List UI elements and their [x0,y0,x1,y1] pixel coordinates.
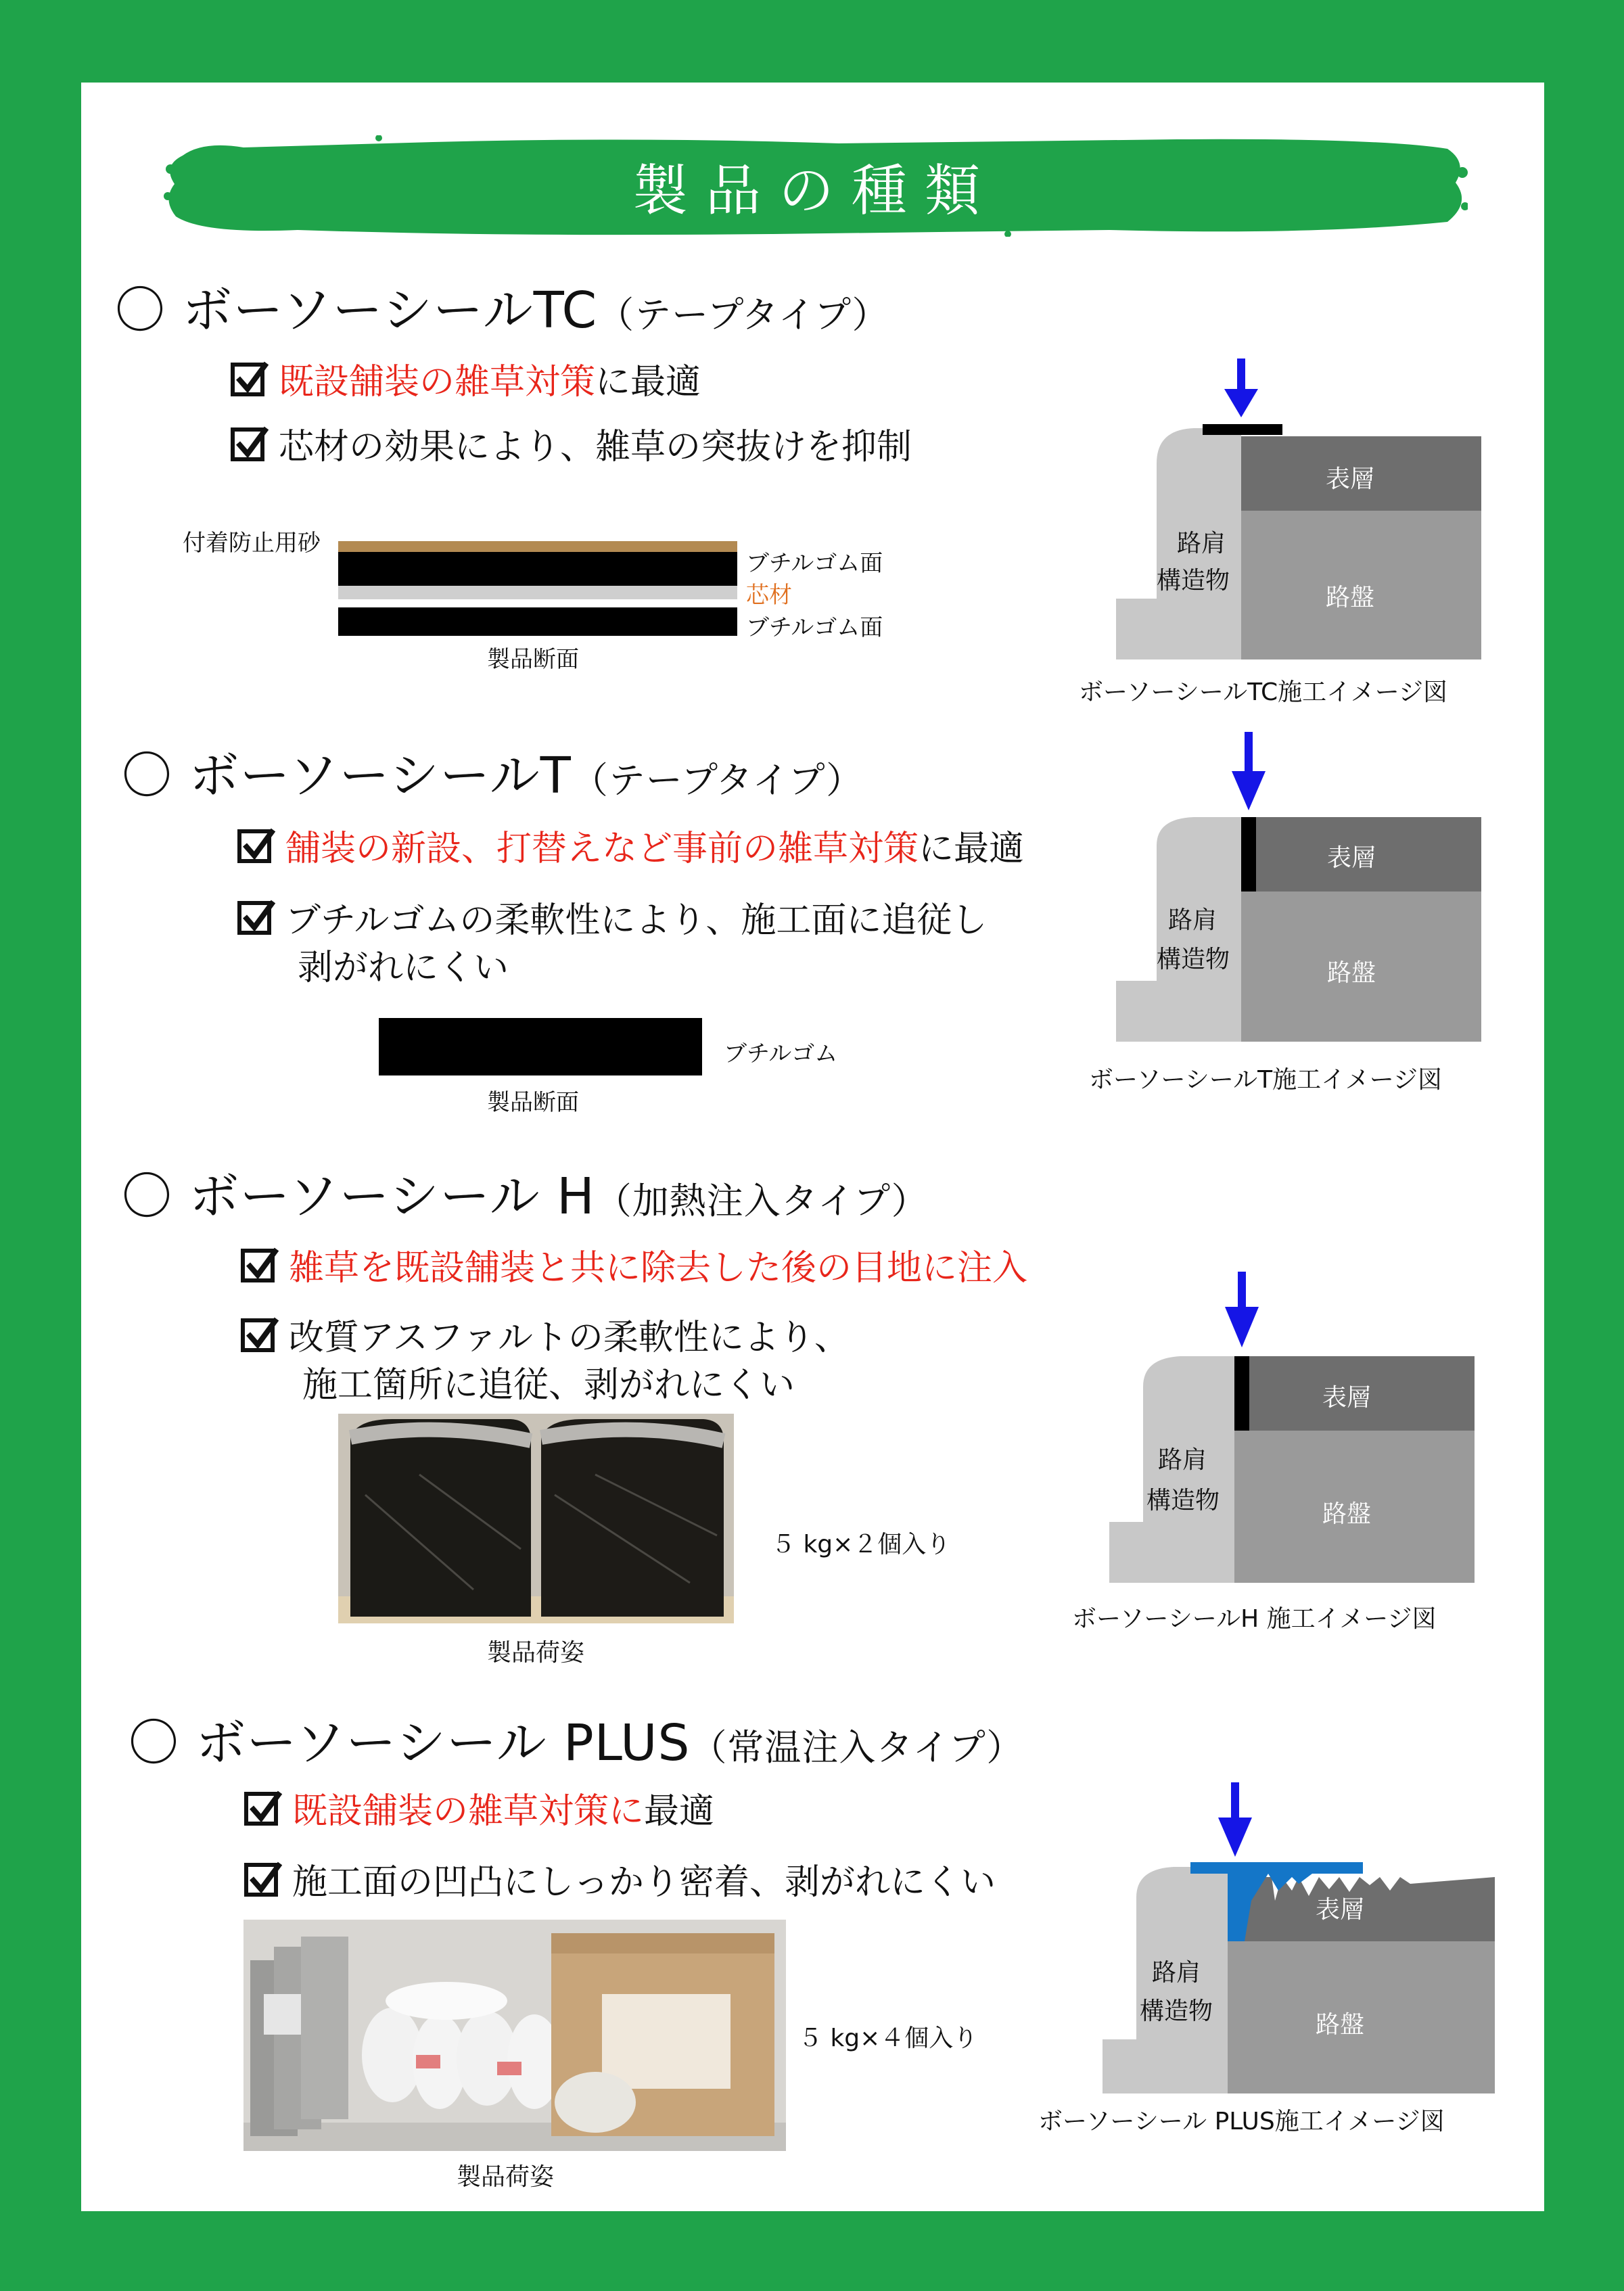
product-h-subtype: （加熱注入タイプ） [595,1180,929,1222]
product-t-heading [122,736,863,808]
h-package-photo [338,1414,734,1623]
t-diagram-caption: ボーソーシールT施工イメージ図 [1089,1066,1443,1094]
product-tc-check-1: 既設舗装の雑草対策 に最適 [230,353,701,404]
plus-package-quantity: ５ kg×４個入り [798,2024,978,2052]
arrow-down-icon [1232,771,1266,810]
plus-label-shoulder: 路肩 [1152,1959,1201,1987]
tc-label-base: 路盤 [1326,584,1375,611]
product-plus-check-1: 既設舗装の雑草対策に 最適 [243,1782,714,1833]
checkbox-checked-icon [230,359,269,398]
checkbox-checked-icon [230,424,269,463]
t-label-shoulder: 路肩 [1168,906,1217,934]
product-t-subtype: （テープタイプ） [571,759,864,802]
tc-label-structure: 構造物 [1157,567,1230,595]
product-t-name: 〇 ボーソーシールT [122,747,572,805]
product-tc-check-2: 芯材の効果により、雑草の突抜けを抑制 [230,418,912,469]
h-label-structure: 構造物 [1146,1487,1220,1514]
label-core: 芯材 [746,582,792,609]
arrow-down-icon [1224,389,1258,417]
t-installation-diagram [1103,731,1495,1042]
h-label-base: 路盤 [1322,1500,1372,1528]
label-butyl-bottom: ブチルゴム面 [746,614,883,641]
h-diagram-caption: ボーソーシールH 施工イメージ図 [1072,1605,1437,1633]
checkbox-checked-icon [237,898,276,937]
label-butyl: ブチルゴム [724,1040,838,1067]
t-label-structure: 構造物 [1157,946,1230,973]
product-plus-subtype: （常温注入タイプ） [690,1726,1024,1769]
tc-label-shoulder: 路肩 [1177,530,1226,557]
h-package-caption: 製品荷姿 [487,1639,585,1667]
plus-label-structure: 構造物 [1140,1997,1213,2025]
tc-installation-diagram [1103,348,1495,659]
product-h-check-2-line2: 施工箇所に追従、剥がれにくい [302,1365,795,1406]
label-sand: 付着防止用砂 [183,530,321,557]
product-h-name: 〇 ボーソーシール H [122,1167,595,1226]
product-t-check-2-line2: 剥がれにくい [298,948,509,988]
h-package-quantity: ５ kg×２個入り [771,1531,951,1558]
checkbox-checked-icon [243,1859,283,1899]
product-tc-heading [115,271,889,342]
plus-package-caption: 製品荷姿 [457,2163,555,2191]
h-label-shoulder: 路肩 [1158,1446,1207,1474]
plus-diagram-caption: ボーソーシール PLUS施工イメージ図 [1038,2108,1445,2135]
tc-label-surface: 表層 [1326,465,1375,493]
label-butyl-top: ブチルゴム面 [746,550,883,577]
product-plus-check-2: 施工面の凹凸にしっかり密着、剥がれにくい [243,1853,996,1904]
arrow-down-icon [1225,1307,1259,1347]
h-label-surface: 表層 [1322,1384,1372,1412]
plus-package-photo [243,1920,786,2151]
product-h-check-2: 改質アスファルトの柔軟性により、 [240,1309,850,1360]
checkbox-checked-icon [240,1245,279,1285]
product-plus-name: 〇 ボーソーシール PLUS [129,1714,691,1772]
checkbox-checked-icon [243,1788,283,1828]
plus-label-surface: 表層 [1316,1896,1365,1924]
product-t-check-1: 舗装の新設、打替えなど事前の雑草対策 に最適 [237,820,1024,871]
tc-diagram-caption: ボーソーシールTC施工イメージ図 [1079,678,1448,706]
t-cross-section [379,1018,702,1075]
t-label-surface: 表層 [1327,844,1376,872]
t-section-caption: 製品断面 [487,1089,579,1116]
checkbox-checked-icon [237,826,276,865]
checkbox-checked-icon [240,1315,279,1354]
tc-cross-section [338,541,737,639]
t-label-base: 路盤 [1327,959,1376,987]
product-t-check-2: ブチルゴムの柔軟性により、施工面に追従し [237,892,987,942]
product-plus-heading [129,1703,1023,1775]
banner-title: 製品の種類 [632,158,998,223]
arrow-down-icon [1218,1818,1252,1857]
product-h-heading [122,1157,929,1228]
product-tc-subtype: （テープタイプ） [597,294,889,336]
plus-label-base: 路盤 [1316,2011,1365,2039]
tc-section-caption: 製品断面 [487,646,579,673]
product-tc-name: 〇 ボーソーシールTC [115,281,598,340]
product-h-check-1: 雑草を既設舗装と共に除去した後の目地に注入 [240,1239,1027,1290]
h-installation-diagram [1096,1272,1488,1583]
plus-installation-diagram [1089,1782,1495,2093]
